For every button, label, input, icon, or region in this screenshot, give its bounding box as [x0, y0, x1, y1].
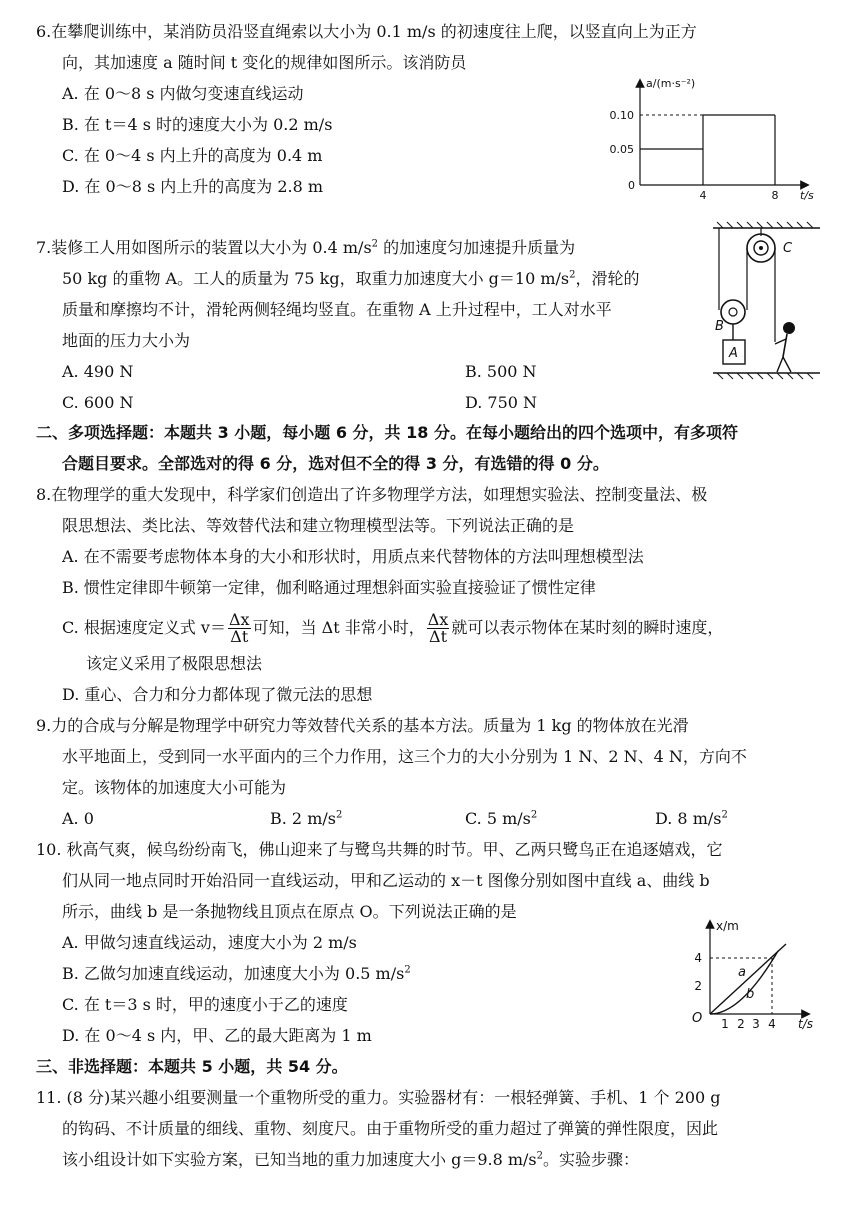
- q9-c-sup: 2: [530, 809, 538, 821]
- q9-option-c: [465, 807, 537, 831]
- q7-label-a: A: [729, 346, 738, 361]
- q10-xtick-1: 1: [721, 1017, 729, 1031]
- q6-xtick-8: 8: [771, 189, 779, 202]
- q7-line2-sup: 2: [569, 269, 576, 281]
- q8-frac1-den: Δt: [230, 627, 249, 646]
- q7-pulley-b: [721, 300, 745, 324]
- q7-option-d: D. 750 N: [465, 393, 538, 412]
- q6-ytick-010: 0.10: [609, 109, 634, 122]
- q8-c-post: 就可以表示物体在某时刻的瞬时速度，: [451, 618, 724, 637]
- q8-option-a: A. 在不需要考虑物体本身的大小和形状时，用质点来代替物体的方法叫理想模型法: [62, 547, 644, 566]
- q7-label-c: C: [783, 241, 793, 256]
- q7-worker-arm: [775, 339, 786, 344]
- q8-stem-line1: 8.在物理学的重大发现中，科学家们创造出了许多物理学方法，如理想实验法、控制变量法、极: [36, 485, 708, 504]
- q11-line3-post: 。实验步骤：: [543, 1150, 640, 1169]
- q8-frac2-den: Δt: [429, 627, 448, 646]
- q8-option-d: D. 重心、合力和分力都体现了微元法的思想: [62, 685, 373, 704]
- q7-pulley-c-axle: [759, 246, 763, 250]
- q6-option-c: C. 在 0～4 s 内上升的高度为 0.4 m: [62, 146, 323, 165]
- q6-xtick-4: 4: [699, 189, 707, 202]
- q7-option-a: A. 490 N: [62, 362, 134, 381]
- section2-header-line2: 合题目要求。全部选对的得 6 分，选对但不全的得 3 分，有选错的得 0 分。: [62, 454, 609, 473]
- q7-stem-line1: [36, 236, 575, 260]
- q8-frac2-num: Δx: [427, 610, 449, 629]
- q9-d-sup: 2: [721, 809, 728, 821]
- q10-xtick-2: 2: [737, 1017, 745, 1031]
- q10-b-text: B. 乙做匀加速直线运动，加速度大小为 0.5 m/s: [62, 964, 405, 983]
- q10-ytick-2: 2: [694, 979, 702, 993]
- q6-stem-line2: 向，其加速度 a 随时间 t 变化的规律如图所示。该消防员: [62, 53, 467, 72]
- q7-pulley-b-axle: [729, 308, 737, 316]
- q10-ytick-4: 4: [694, 951, 702, 965]
- q6-ytick-005: 0.05: [609, 143, 634, 156]
- q10-xlabel: t/s: [798, 1017, 813, 1031]
- q7-line1-sup: 2: [371, 238, 379, 250]
- q7-worker-body: [783, 334, 787, 357]
- q7-stem-line4: 地面的压力大小为: [62, 331, 191, 350]
- q9-b-text: B. 2 m/s: [270, 809, 336, 828]
- q10-stem-line1: 10. 秋高气爽，候鸟纷纷南飞，佛山迎来了与鹭鸟共舞的时节。甲、乙两只鹭鸟正在追逐嬉戏，它: [36, 840, 723, 859]
- q6-ylabel: a/(m·s⁻²): [646, 77, 696, 90]
- q10-b-sup: 2: [404, 964, 411, 976]
- q11-line2: 的钩码、不计质量的细线、重物、刻度尺。由于重物所受的重力超过了弹簧的弹性限度，因此: [62, 1119, 719, 1138]
- q7-worker-leg2: [783, 357, 791, 372]
- q7-stem-line3: 质量和摩擦均不计，滑轮两侧轻绳均竖直。在重物 A 上升过程中，工人对水平: [62, 300, 612, 319]
- q10-xtick-3: 3: [752, 1017, 760, 1031]
- q7-ground-hatch: [717, 373, 813, 379]
- section2-header-line1: 二、多项选择题：本题共 3 小题，每小题 6 分，共 18 分。在每小题给出的四个选项中，有多项符: [36, 423, 738, 442]
- q8-c-pre: C. 根据速度定义式 v＝: [62, 618, 226, 637]
- q9-stem-line1: 9.力的合成与分解是物理学中研究力等效替代关系的基本方法。质量为 1 kg 的物体放在光滑: [36, 716, 689, 735]
- q8-option-c-line2: 该定义采用了极限思想法: [86, 654, 263, 673]
- q7-line2-pre: 50 kg 的重物 A。工人的质量为 75 kg，取重力加速度大小 g＝10 m/s: [62, 269, 570, 288]
- q9-c-text: C. 5 m/s: [465, 809, 531, 828]
- q8-fraction-1: [228, 612, 251, 645]
- q7-option-c: C. 600 N: [62, 393, 134, 412]
- q11-line3: [62, 1148, 639, 1172]
- q10-origin: O: [692, 1011, 703, 1026]
- q8-option-c: [62, 608, 723, 648]
- q7-stem-line2: [62, 267, 640, 291]
- q8-stem-line2: 限思想法、类比法、等效替代法和建立物理模型法等。下列说法正确的是: [62, 516, 575, 535]
- q9-stem-line2: 水平地面上，受到同一水平面内的三个力作用，这三个力的大小分别为 1 N、2 N、4 N，方向不: [62, 747, 747, 766]
- q10-label-a: a: [738, 965, 746, 980]
- q10-stem-line2: 们从同一地点同时开始沿同一直线运动，甲和乙运动的 x－t 图像分别如图中直线 a、曲线 b: [62, 871, 710, 890]
- q10-xtick-4: 4: [768, 1017, 776, 1031]
- q7-label-b: B: [715, 319, 724, 334]
- q10-line-a: [710, 944, 786, 1014]
- q10-xt-graph: [688, 918, 818, 1030]
- q9-option-d: [655, 807, 728, 831]
- q6-option-d: D. 在 0～8 s 内上升的高度为 2.8 m: [62, 177, 324, 196]
- q8-option-b: B. 惯性定律即牛顿第一定律，伽利略通过理想斜面实验直接验证了惯性定律: [62, 578, 596, 597]
- q9-stem-line3: 定。该物体的加速度大小可能为: [62, 778, 287, 797]
- q9-option-b: [270, 807, 342, 831]
- q6-acceleration-graph: [600, 75, 820, 202]
- q7-worker-leg1: [777, 357, 783, 372]
- q7-line2-post: ，滑轮的: [575, 269, 640, 288]
- q6-origin: 0: [628, 179, 635, 192]
- q7-worker-head: [783, 322, 795, 334]
- q7-pulley-figure: [705, 222, 825, 387]
- q6-option-a: A. 在 0～8 s 内做匀变速直线运动: [62, 84, 304, 103]
- q6-option-b: B. 在 t＝4 s 时的速度大小为 0.2 m/s: [62, 115, 333, 134]
- q6-stem-line1: 6.在攀爬训练中，某消防员沿竖直绳索以大小为 0.1 m/s 的初速度往上爬，以竖直向上为正方: [36, 22, 697, 41]
- q11-line3-sup: 2: [536, 1150, 544, 1162]
- q10-option-c: C. 在 t＝3 s 时，甲的速度小于乙的速度: [62, 995, 348, 1014]
- q9-b-sup: 2: [335, 809, 343, 821]
- q7-option-b: B. 500 N: [465, 362, 537, 381]
- q7-line1-pre: 7.装修工人用如图所示的装置以大小为 0.4 m/s: [36, 238, 372, 257]
- q11-line1: 11. (8 分)某兴趣小组要测量一个重物所受的重力。实验器材有：一根轻弹簧、手机、1 个 200 g: [36, 1088, 721, 1107]
- q7-ceiling-hatch: [717, 222, 813, 228]
- section3-header: 三、非选择题：本题共 5 小题，共 54 分。: [36, 1057, 348, 1076]
- q7-line1-post: 的加速度匀加速提升质量为: [378, 238, 576, 257]
- q6-xlabel: t/s: [800, 189, 814, 202]
- q10-ylabel: x/m: [716, 919, 739, 933]
- q10-option-a: A. 甲做匀速直线运动，速度大小为 2 m/s: [62, 933, 357, 952]
- q9-d-text: D. 8 m/s: [655, 809, 722, 828]
- q10-stem-line3: 所示，曲线 b 是一条抛物线且顶点在原点 O。下列说法正确的是: [62, 902, 517, 921]
- q10-label-b: b: [746, 987, 755, 1002]
- q10-option-d: D. 在 0～4 s 内，甲、乙的最大距离为 1 m: [62, 1026, 372, 1045]
- q8-frac1-num: Δx: [228, 610, 250, 629]
- q11-line3-pre: 该小组设计如下实验方案，已知当地的重力加速度大小 g＝9.8 m/s: [62, 1150, 537, 1169]
- q8-c-mid: 可知，当 Δt 非常小时，: [252, 618, 425, 637]
- q9-option-a: A. 0: [62, 809, 94, 828]
- q10-option-b: [62, 962, 411, 986]
- q8-fraction-2: [427, 612, 450, 645]
